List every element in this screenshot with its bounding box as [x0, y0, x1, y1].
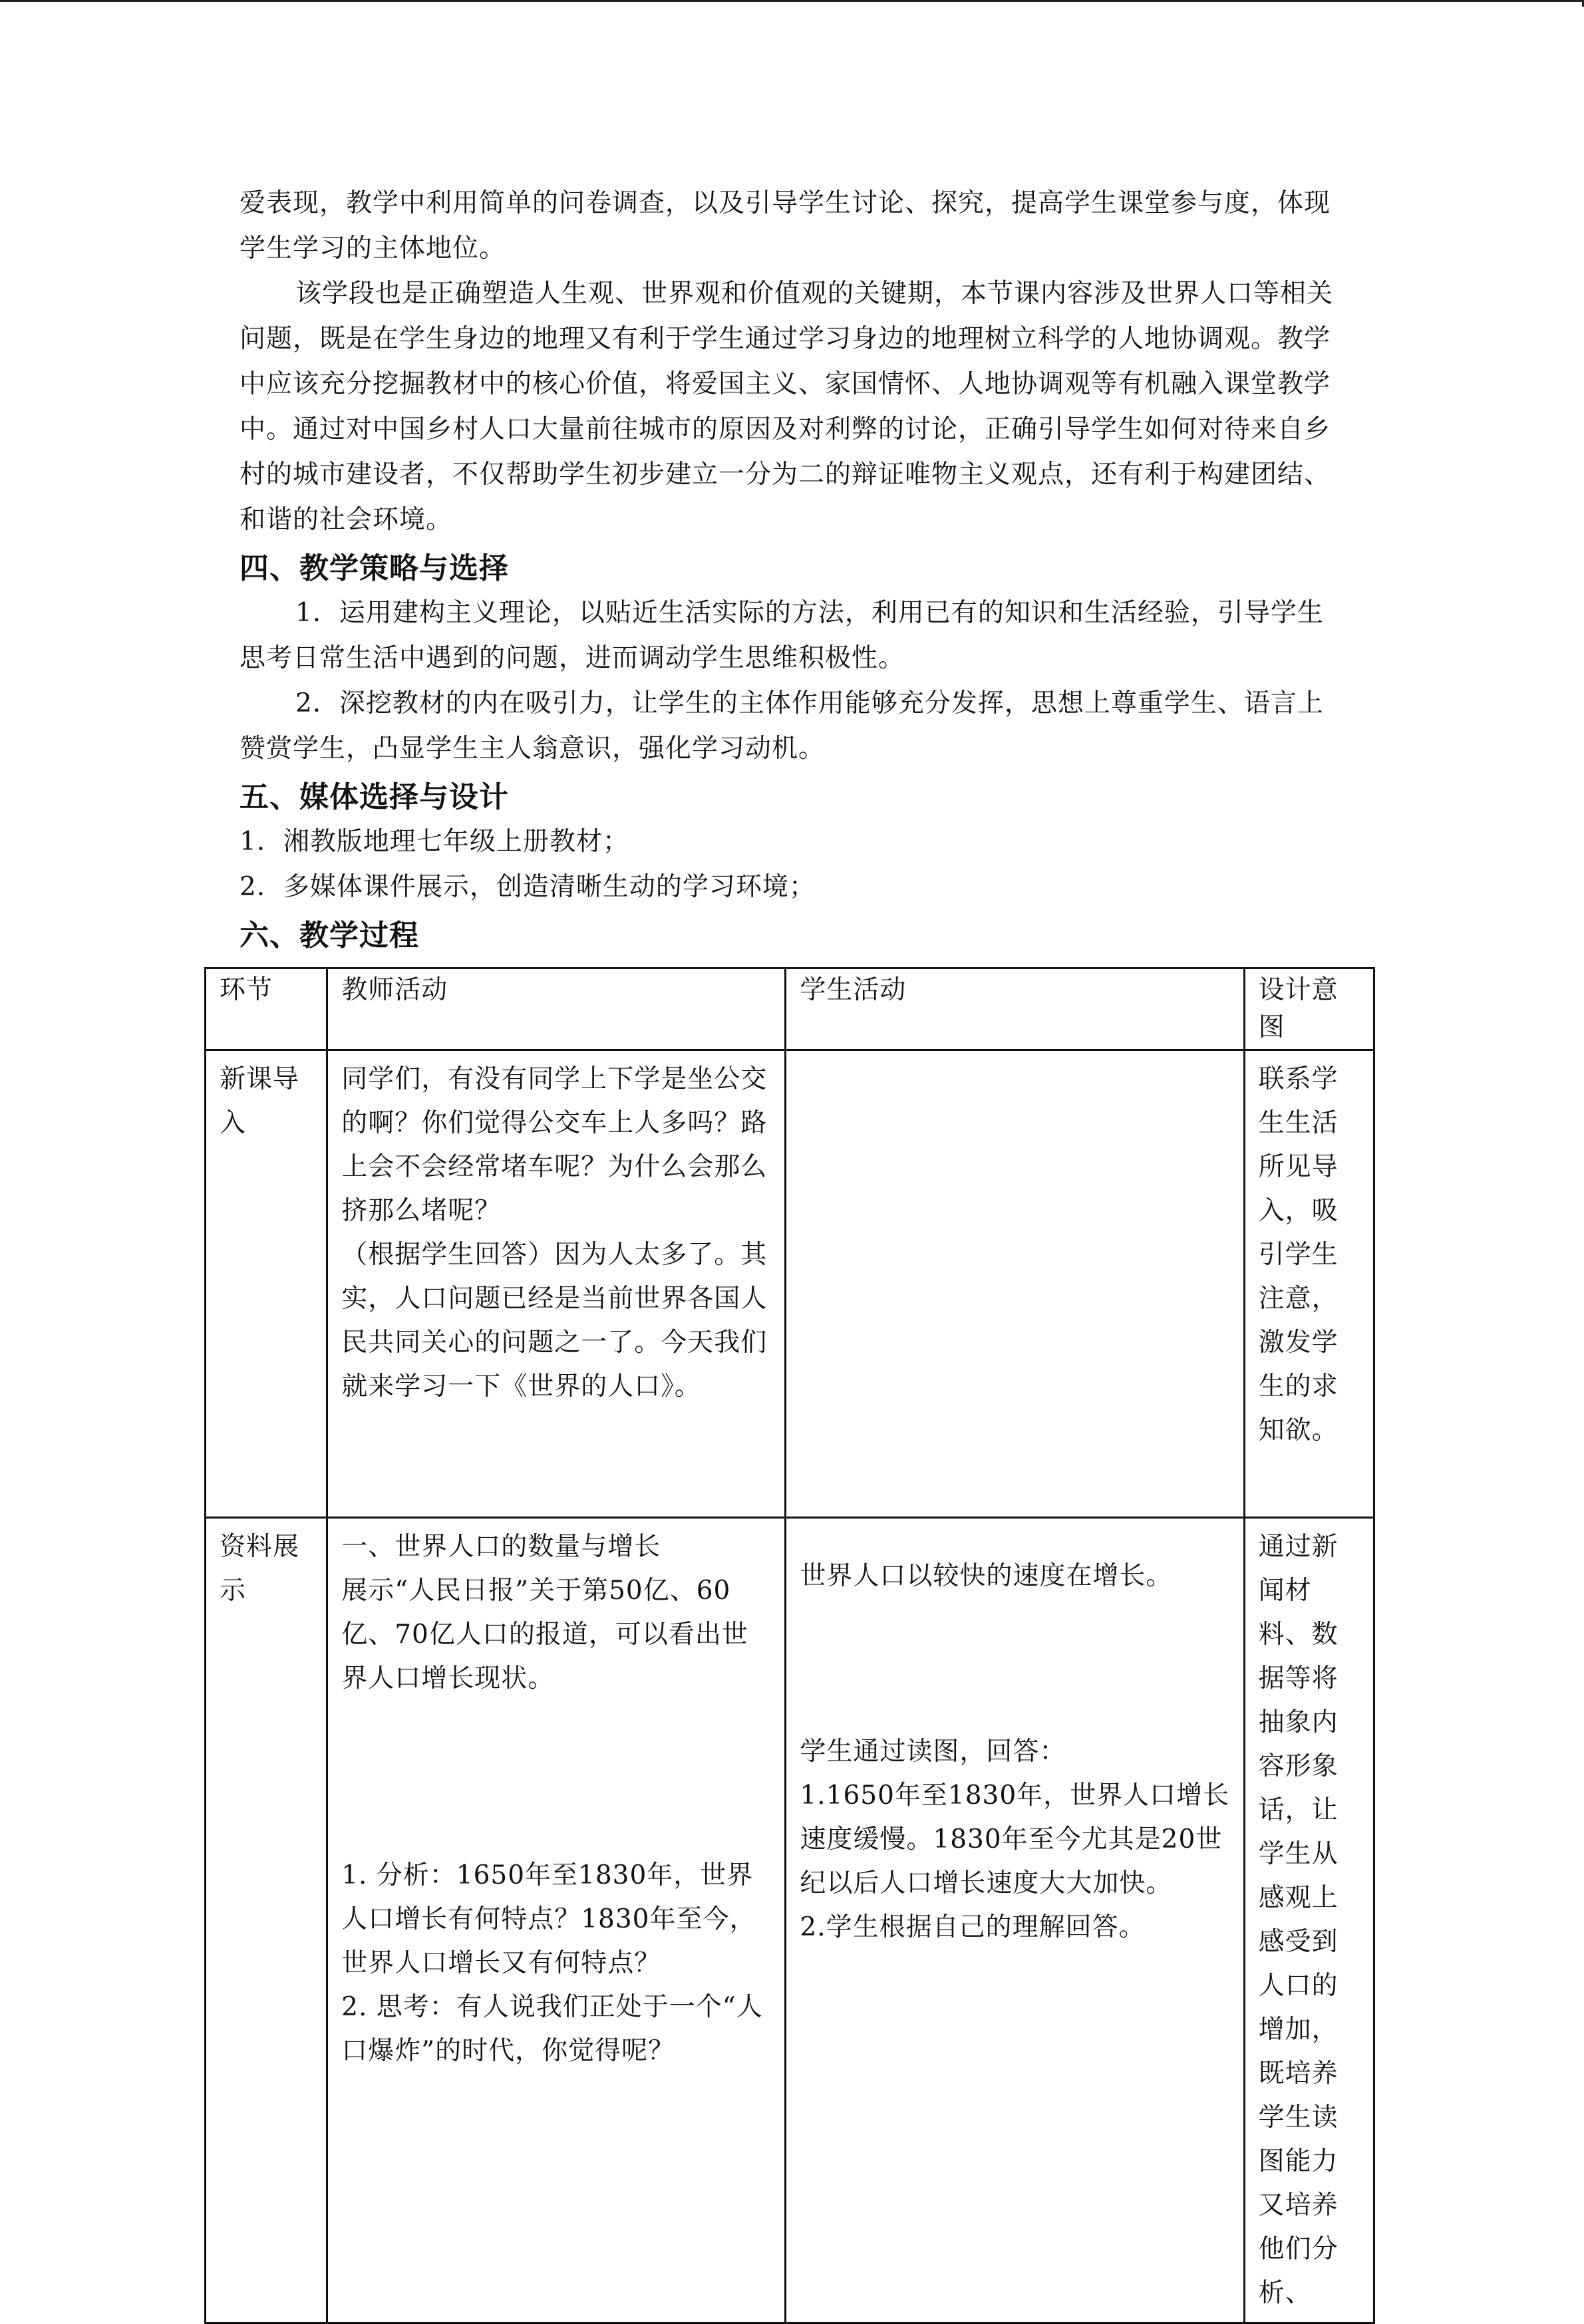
row1-stage-text: 新课导入: [220, 1064, 300, 1138]
row2-student-top-spacer: [800, 1525, 1229, 1554]
row2-intent-text: 通过新闻材料、数据等将抽象内容形象话，让学生从感观上感受到人口的增加，既培养学生读图能力又培养他们分析、: [1258, 1532, 1339, 2308]
row2-teacher-part-a: 一、世界人口的数量与增长 展示“人民日报”关于第50亿、60亿、70亿人口的报道，可以看出世界人口增长现状。: [341, 1532, 748, 1693]
row2-student-spacer: [800, 1598, 1229, 1730]
section5-heading: 五、媒体选择与设计: [239, 780, 509, 814]
header-stage: 环节: [206, 968, 327, 1050]
row2-stage: [206, 1518, 327, 2323]
intro-paragraph-2: 该学段也是正确塑造人生观、世界观和价值观的关键期，本节课内容涉及世界人口等相关问题，既是在学生身边的地理又有利于学生通过学习身边的地理树立科学的人地协调观。教学中应该充分挖掘教材中的核心价值，将爱国主义、家国情怀、人地协调观等有机融入课堂教学中。通过对中国乡村人口大量前往城市的原因及对利弊的讨论，正确引导学生如何对待来自乡村的城市建设者，不仅帮助学生初步建立一分为二的辩证唯物主义观点，还有利于构建团结、和谐的社会环境。: [239, 279, 1334, 535]
row2-stage-text: 资料展示: [220, 1532, 300, 1606]
row1-student: [786, 1050, 1244, 1518]
section5-item-2: 2．多媒体课件展示，创造清晰生动的学习环境；: [239, 872, 816, 902]
intro-paragraph-1: 爱表现，教学中利用简单的问卷调查，以及引导学生讨论、探究，提高学生课堂参与度，体现学生学习的主体地位。: [239, 188, 1331, 263]
row2-student-part-b: 学生通过读图，回答： 1.1650年至1830年，世界人口增长速度缓慢。1830年至今尤其是20世纪以后人口增长速度大大加快。 2.学生根据自己的理解回答。: [800, 1737, 1230, 1942]
page-top-border: [0, 0, 1584, 2]
table-row: [206, 1518, 1374, 2323]
row1-teacher: [327, 1050, 786, 1518]
document-body: [239, 181, 1347, 958]
section6-heading: 六、教学过程: [239, 919, 419, 952]
section5-item-1: 1．湘教版地理七年级上册教材；: [239, 827, 629, 857]
row1-teacher-text: 同学们，有没有同学上下学是坐公交的啊？你们觉得公交车上人多吗？路上会不会经常堵车呢？为什么会那么挤那么堵呢？ （根据学生回答）因为人太多了。其实，人口问题已经是当前世界各国人民共同关心的问题之一了。今天我们就来学习一下《世界的人口》。: [341, 1064, 768, 1401]
row1-intent: [1244, 1050, 1374, 1518]
row2-student-part-a: 世界人口以较快的速度在增长。: [800, 1561, 1173, 1591]
row1-stage: [206, 1050, 327, 1518]
row2-teacher: [327, 1518, 786, 2323]
teaching-process-table: [204, 967, 1375, 2324]
table-row: [206, 1050, 1374, 1518]
row2-intent: [1244, 1518, 1374, 2323]
section4-heading: 四、教学策略与选择: [239, 551, 509, 585]
header-design-intent: 设计意图: [1244, 968, 1374, 1050]
row2-teacher-spacer: [341, 1701, 771, 1854]
table-header-row: [206, 968, 1374, 1050]
row1-intent-text: 联系学生生活所见导入，吸引学生注意，激发学生的求知欲。: [1258, 1064, 1339, 1445]
section4-item-2: 2．深挖教材的内在吸引力，让学生的主体作用能够充分发挥，思想上尊重学生、语言上赞赏学生，凸显学生主人翁意识，强化学习动机。: [239, 688, 1324, 764]
row2-teacher-part-b: 1. 分析：1650年至1830年，世界人口增长有何特点？1830年至今，世界人口增长又有何特点？ 2. 思考：有人说我们正处于一个“人口爆炸”的时代，你觉得呢？: [341, 1860, 763, 2066]
header-teacher-activity: 教师活动: [327, 968, 786, 1050]
row2-student: [786, 1518, 1244, 2323]
header-student-activity: 学生活动: [786, 968, 1244, 1050]
section4-item-1: 1．运用建构主义理论，以贴近生活实际的方法，利用已有的知识和生活经验，引导学生思考日常生活中遇到的问题，进而调动学生思维积极性。: [239, 598, 1324, 673]
